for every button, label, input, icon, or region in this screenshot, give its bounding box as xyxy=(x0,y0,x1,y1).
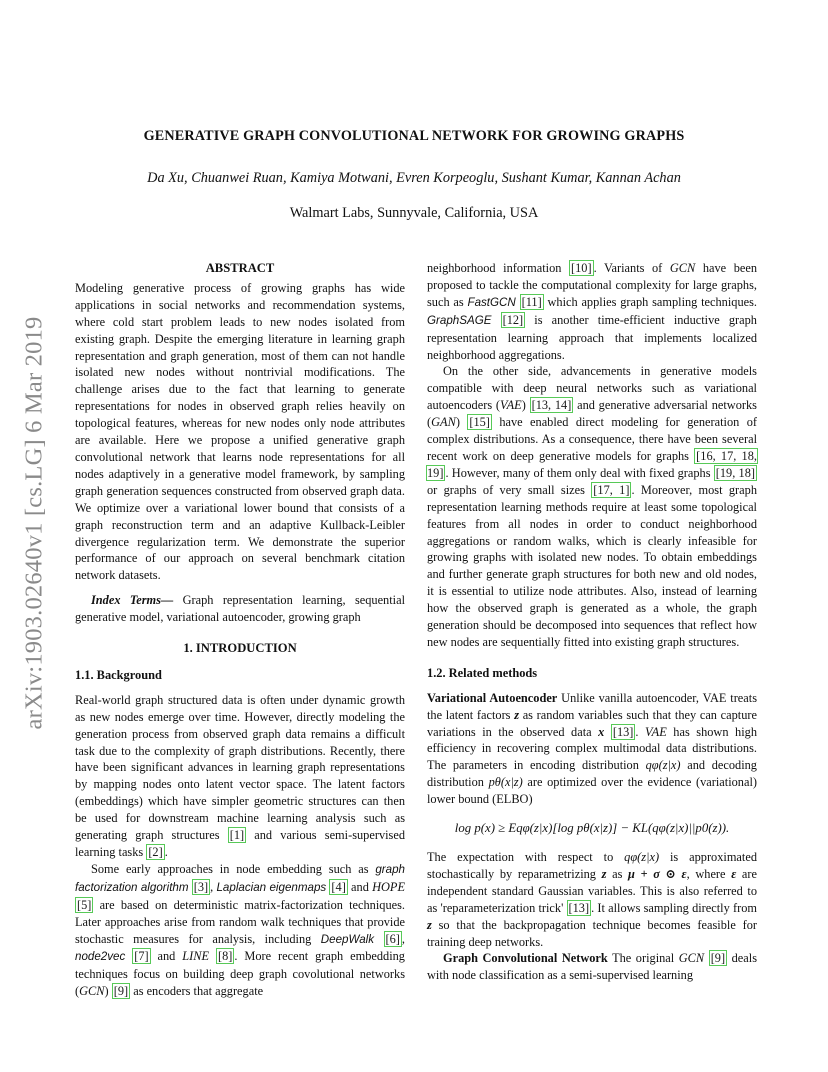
author-list: Da Xu, Chuanwei Ruan, Kamiya Motwani, Evren Korpeoglu, Sushant Kumar, Kannan Achan xyxy=(147,170,681,186)
text-run: as encoders that aggregate xyxy=(130,984,264,999)
citation-link[interactable]: [7] xyxy=(134,949,149,964)
subsection-heading-background: 1.1. Background xyxy=(75,667,162,682)
method-name: LINE xyxy=(182,949,210,964)
text-run: are based on deterministic matrix-factorization techniques. Later approaches arise from random walk techniques that provide stochastic measures for analysis, including xyxy=(75,897,405,946)
text-run: neighborhood information xyxy=(427,261,569,275)
paper-title: GENERATIVE GRAPH CONVOLUTIONAL NETWORK FOR GROWING GRAPHS xyxy=(143,128,685,144)
index-terms xyxy=(75,592,405,626)
citation-link[interactable]: [17, 1] xyxy=(593,482,630,497)
vae-paragraph xyxy=(427,690,757,808)
citation-link[interactable]: [4] xyxy=(331,879,346,894)
citation-link[interactable]: [11] xyxy=(521,294,542,309)
text-run: and various semi-supervised learning tasks xyxy=(75,828,405,859)
subsection-heading-related-methods: 1.2. Related methods xyxy=(427,665,538,680)
citation-link[interactable]: [13, 14] xyxy=(531,398,572,413)
section-heading-introduction: 1. INTRODUCTION xyxy=(183,641,297,656)
text-run: Real-world graph structured data is often under dynamic growth as new nodes emerge over time. However, directly modeling the generation process from observed graph data remains a difficult task due to the complexity of graph distributions. Recently, there have been significant advances in learning graph representations by mapping nodes onto latent vector space. The latent factors (embeddings) which have simpler geometric structures can then be used for downstream machine learning analysis such as generating graph structures xyxy=(75,692,405,843)
arxiv-identifier[interactable]: arXiv:1903.02640v1 [cs.LG] 6 Mar 2019 xyxy=(20,316,48,729)
math-symbol: z xyxy=(514,707,519,722)
text-run: . However, many of them only deal with fixed graphs xyxy=(445,465,714,480)
related-paragraph-2: On the other side, advancements in generative models compatible with deep neural networks such as variational autoencoders (VAE) [13, 14] and generative adversarial networks (GAN) [15] have enabled direct modeling for generation of complex distributions. As a consequence, there have been several recent work on deep generative models for graphs [16, 17, 18, 19] . However, many of them only deal with fixed graphs [19, 18] or graphs of very small sizes [17, 1] . Moreover, most graph representation learning methods require at least some topological features from all nodes in order to conduct neighborhood aggregations or random walks, which is clearly infeasible for growing graphs with isolated new nodes. To obtain embeddings and further generate graph structures for both new and old nodes, it is essential to utilize node attributes. Also, instead of learning how the observed graph is generated as a whole, the graph generation should be decomposed into sequences that reflect how new nodes are sequentially fitted into existing graph structures. xyxy=(427,364,757,649)
text-run: which applies graph sampling techniques. xyxy=(543,294,757,309)
index-terms-label: Index Terms— xyxy=(91,593,174,608)
text-run: . xyxy=(635,724,646,739)
related-paragraph-1 xyxy=(427,260,757,363)
citation-link[interactable]: [6] xyxy=(385,931,400,946)
elbo-equation xyxy=(427,820,757,837)
method-name: GCN xyxy=(79,984,105,999)
background-paragraph-2: Some early approaches in node embedding such as graph factorization algorithm [3] , Laplacian eigenmaps [4] and HOPE [5] are based on deterministic matrix-factorization techniques. Later approaches arise from random walk techniques that provide stochastic measures for analysis, including DeepWalk [6] , node2vec [7] and LINE [8] . More recent graph embedding techniques focus on building deep graph covolutional networks (GCN) [9] as encoders that aggregate xyxy=(75,861,406,999)
text-run: is another time-efficient inductive graph representation learning approach that implements localized neighborhood aggregations. xyxy=(427,312,757,362)
text-run: and xyxy=(347,879,373,894)
citation-link[interactable]: [3] xyxy=(193,879,209,894)
paragraph-heading: Variational Autoencoder xyxy=(427,690,558,705)
citation-link[interactable]: [13] xyxy=(568,900,590,915)
method-name: DeepWalk xyxy=(320,932,375,946)
citation-link[interactable]: [12] xyxy=(502,312,524,327)
text-run: . Variants of xyxy=(593,261,670,275)
math-symbol: z xyxy=(427,917,432,932)
text-run: as xyxy=(606,866,629,881)
text-run: The original xyxy=(607,951,679,966)
citation-link[interactable]: [5] xyxy=(77,897,92,912)
method-name: GCN xyxy=(669,261,696,275)
equation-text: log p(x) ≥ Eqφ(z|x)[log pθ(x|z)] − KL(qφ(z|x)||p0(z)). xyxy=(454,821,730,836)
right-column xyxy=(427,260,757,984)
abstract-heading: ABSTRACT xyxy=(205,261,275,275)
arxiv-stamp xyxy=(12,290,56,755)
math-symbol: x xyxy=(598,724,605,739)
method-name: HOPE xyxy=(372,879,406,894)
text-run: The expectation with respect to xyxy=(427,850,625,864)
citation-link[interactable]: [13] xyxy=(612,724,634,739)
math-symbol: ε xyxy=(731,866,737,881)
method-name: GAN xyxy=(431,415,456,430)
method-name: graph factorization algorithm xyxy=(75,862,405,894)
text-run: as random variables such that they can capture variations in the observed data xyxy=(427,707,757,739)
text-run: are optimized over the evidence (variational) lower bound (ELBO) xyxy=(427,775,757,807)
text-run: . Moreover, most graph representation learning methods require at least some topological features from all nodes in order to conduct neighborhood aggregations or random walks, which is clearly infeasible for growing graphs with isolated new nodes. To obtain embeddings and further generate graph structures for both new and old nodes, it is essential to utilize node attributes. Also, instead of learning how the observed graph is generated as a whole, the graph generation should be decomposed into sequences that reflect how new nodes are sequentially fitted into existing graph structures. xyxy=(427,482,757,649)
reparam-paragraph xyxy=(427,849,757,950)
text-run: have enabled direct modeling for generation of complex distributions. As a consequence, there have been several recent work on deep generative models for graphs xyxy=(427,415,757,463)
method-name: node2vec xyxy=(75,950,126,964)
text-run: have been proposed to tackle the computational complexity for large graphs, such as xyxy=(427,261,758,309)
math-expression: qφ(z|x) xyxy=(624,850,660,864)
text-run: or graphs of very small sizes xyxy=(427,482,592,497)
left-column xyxy=(75,260,405,1000)
method-name: GCN xyxy=(678,951,705,966)
text-run: . xyxy=(164,845,168,859)
math-symbol: z xyxy=(601,866,607,881)
method-name: FastGCN xyxy=(467,295,516,309)
gcn-paragraph xyxy=(427,950,757,984)
text-run: has shown high efficiency in recovering complex multimodal data distributions. The parameters in encoding distribution xyxy=(427,724,757,773)
citation-link[interactable]: [15] xyxy=(469,415,490,430)
abstract-text: Modeling generative process of growing graphs has wide applications in social networks and recommendation systems, where cold start problem leads to new nodes isolated from existing graph. Despite the emerging literature in learning graph representation and graph generation, most of them can not handle isolated new nodes without nontrivial modifications. The challenge arises due to the fact that learning to generate representations for nodes in observed graph relies heavily on topological features, whereas for new nodes only node attributes are available. Here we propose a unified generative graph convolutional network that learns node representations for all nodes adaptively in a generative model framework, by sampling graph generation sequences constructed from observed graph data. We optimize over a variational lower bound that consists of a graph reconstruction term and an adaptive Kullback-Leibler divergence regularization term. We demonstrate the superior performance of our approach on several benchmark citation network datasets. xyxy=(75,280,405,583)
citation-link[interactable]: [19, 18] xyxy=(715,465,755,480)
citation-link[interactable]: [2] xyxy=(148,845,163,859)
text-run: and decoding distribution xyxy=(427,758,757,790)
method-name: VAE xyxy=(499,398,522,413)
math-expression: qφ(z|x) xyxy=(645,758,681,773)
text-run: , where xyxy=(686,866,732,881)
index-terms-text: Graph representation learning, sequential generative model, variational autoencoder, growing graph xyxy=(75,593,405,625)
method-name: GraphSAGE xyxy=(427,313,492,327)
citation-link[interactable]: [16, 17, 18, 19] xyxy=(427,448,757,480)
math-expression: μ + σ ⊙ ε xyxy=(628,866,687,881)
text-run: On the other side, advancements in generative models compatible with deep neural networks such as variational autoencoders ( xyxy=(427,364,757,413)
text-run: are independent standard Gaussian variables. This is also referred to as 'reparameterization trick' xyxy=(427,866,757,915)
text-run: and generative adversarial networks ( xyxy=(427,398,757,430)
method-name: Laplacian eigenmaps xyxy=(216,880,327,894)
text-run: Some early approaches in node embedding such as xyxy=(91,861,376,876)
citation-link[interactable]: [10] xyxy=(570,261,592,275)
citation-link[interactable]: [9] xyxy=(710,951,726,966)
text-run: . It allows sampling directly from xyxy=(591,900,757,915)
text-run: is approximated stochastically by reparametrizing xyxy=(427,850,757,881)
citation-link[interactable]: [8] xyxy=(217,949,233,964)
text-run: Unlike vanilla autoencoder, VAE treats the latent factors xyxy=(427,690,757,722)
math-expression: pθ(x|z) xyxy=(488,775,523,790)
text-run: so that the backpropagation technique becomes feasible for training deep networks. xyxy=(427,917,757,949)
method-name: VAE xyxy=(645,724,667,739)
citation-link[interactable]: [9] xyxy=(113,984,129,999)
background-paragraph-1 xyxy=(75,692,405,861)
text-run: . More recent graph embedding techniques focus on building deep graph covolutional networks ( xyxy=(75,949,405,999)
text-run: deals with node classification as a semi-supervised learning xyxy=(427,951,757,983)
paragraph-heading: Graph Convolutional Network xyxy=(443,951,608,966)
affiliation: Walmart Labs, Sunnyvale, California, USA xyxy=(289,205,539,221)
citation-link[interactable]: [1] xyxy=(229,828,245,843)
